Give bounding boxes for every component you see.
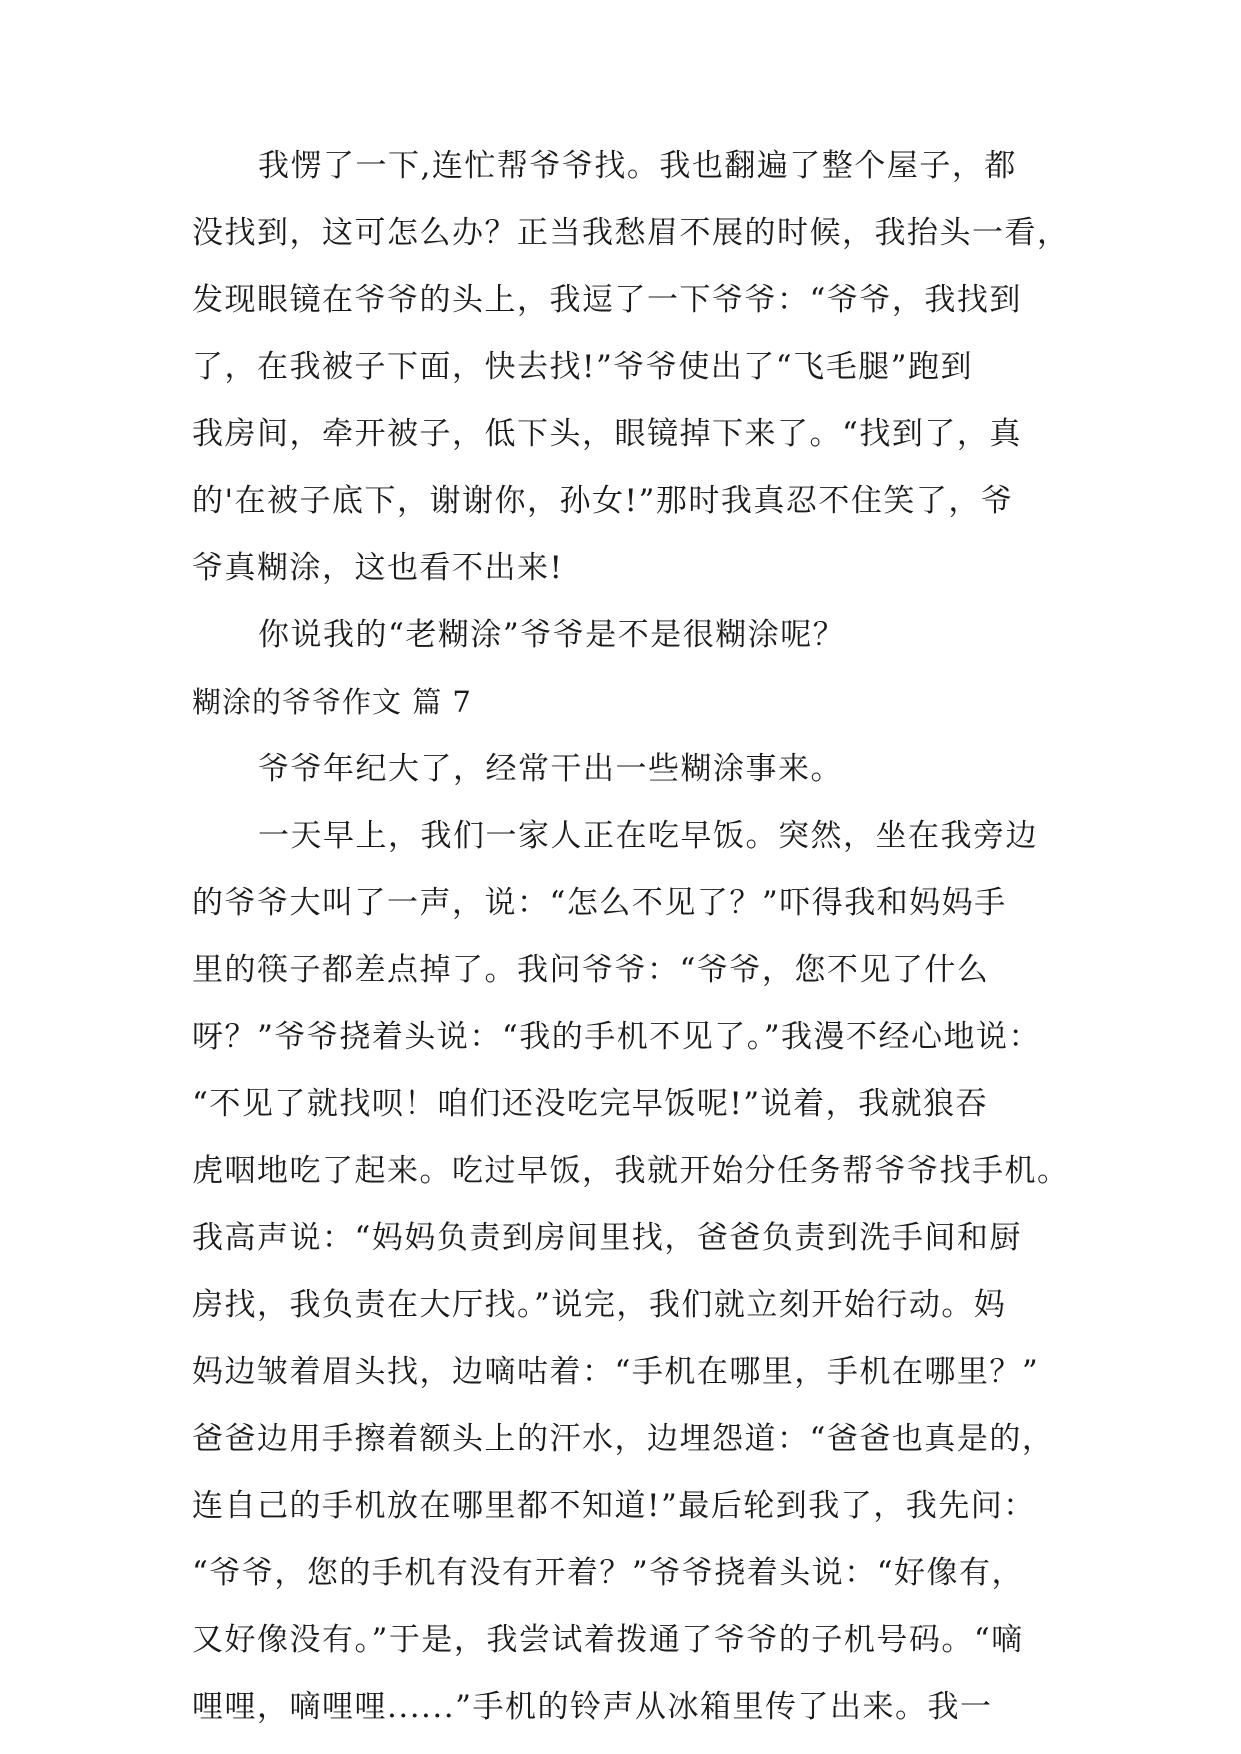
text-line: 呀？”爷爷挠着头说：“我的手机不见了。”我漫不经心地说： [192, 1019, 1042, 1055]
text-line: “不见了就找呗！咱们还没吃完早饭呢!”说着，我就狼吞 [192, 1086, 989, 1122]
section-heading: 糊涂的爷爷作文 篇 7 [192, 685, 472, 719]
text-line: 连自己的手机放在哪里都不知道!”最后轮到我了，我先问： [192, 1488, 1036, 1524]
text-line: 里的筷子都差点掉了。我问爷爷：“爷爷，您不见了什么 [192, 952, 990, 988]
text-line: 爷真糊涂，这也看不出来! [192, 550, 564, 586]
text-line: 没找到，这可怎么办？正当我愁眉不展的时候，我抬头一看， [192, 215, 1070, 251]
text-line: 发现眼镜在爷爷的头上，我逗了一下爷爷：“爷爷，我找到 [192, 282, 1022, 318]
document-body [192, 133, 1070, 1741]
text-line: 爸爸边用手擦着额头上的汗水，边埋怨道：“爸爸也真是的， [192, 1421, 1055, 1457]
text-line: 爷爷年纪大了，经常干出一些糊涂事来。 [258, 751, 843, 787]
text-line: 你说我的“老糊涂”爷爷是不是很糊涂呢？ [258, 617, 846, 653]
text-line: 一天早上，我们一家人正在吃早饭。突然，坐在我旁边 [258, 818, 1038, 854]
text-line: 哩哩，嘀哩哩......”手机的铃声从冰箱里传了出来。我一 [192, 1689, 993, 1725]
text-line: 我高声说：“妈妈负责到房间里找，爸爸负责到洗手间和厨 [192, 1220, 1022, 1256]
text-line: 又好像没有。”于是，我尝试着拨通了爷爷的子机号码。“嘀 [192, 1622, 1024, 1658]
text-line: 的爷爷大叫了一声，说：“怎么不见了？”吓得我和妈妈手 [192, 885, 1007, 921]
text-line: “爷爷，您的手机有没有开着？”爷爷挠着头说：“好像有， [192, 1555, 1025, 1591]
text-line: 我愣了一下,连忙帮爷爷找。我也翻遍了整个屋子，都 [258, 148, 1017, 184]
text-line: 妈边皱着眉头找，边嘀咕着：“手机在哪里，手机在哪里？” [192, 1354, 1040, 1390]
text-line: 的'在被子底下，谢谢你，孙女!”那时我真忍不住笑了，爷 [192, 483, 1014, 519]
text-line: 我房间，牵开被子，低下头，眼镜掉下来了。“找到了，真 [192, 416, 1022, 452]
text-line: 房找，我负责在大厅找。”说完，我们就立刻开始行动。妈 [192, 1287, 1007, 1323]
text-line: 了，在我被子下面，快去找!”爷爷使出了“飞毛腿”跑到 [192, 349, 973, 385]
text-line: 虎咽地吃了起来。吃过早饭，我就开始分任务帮爷爷找手机。 [192, 1153, 1070, 1189]
